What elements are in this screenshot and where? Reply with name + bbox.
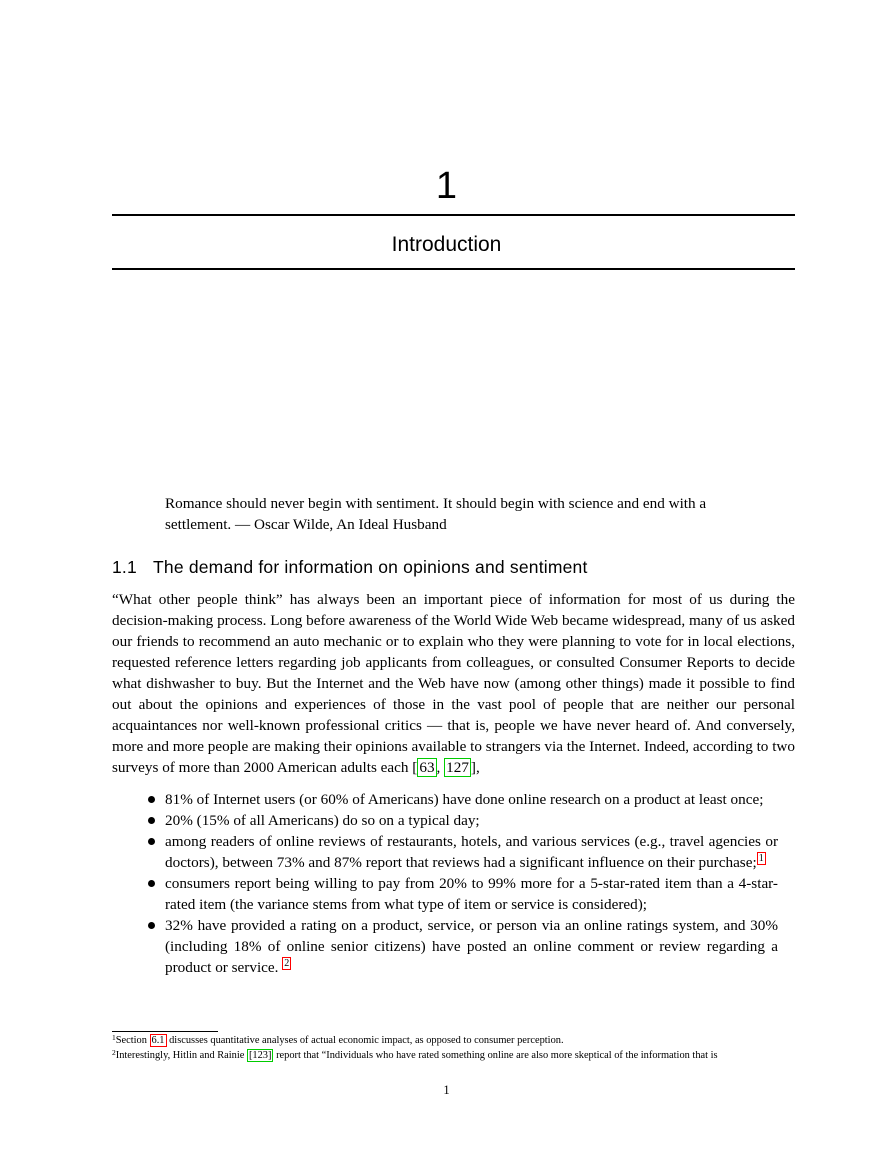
section-number: 1.1: [112, 557, 137, 577]
citation-link-63[interactable]: 63: [419, 759, 435, 776]
section-heading: [112, 555, 812, 579]
footnotes: [112, 1034, 812, 1063]
footnote-mark: 2: [112, 1047, 116, 1057]
list-item: [148, 810, 778, 831]
footnote-text: report that “Individuals who have rated something online are also more skeptical of the information that is: [273, 1049, 718, 1061]
citation-link-123[interactable]: [123]: [248, 1049, 272, 1061]
footnote-link-2[interactable]: 2: [284, 957, 290, 969]
chapter-number: 1: [435, 165, 458, 207]
cite-open: [: [412, 759, 418, 776]
bullet-icon: [148, 796, 155, 803]
body-paragraph: [112, 589, 795, 778]
section-link-6-1[interactable]: 6.1: [151, 1035, 165, 1046]
list-item: [148, 789, 778, 810]
bullet-icon: [148, 880, 155, 887]
page-number: 1: [443, 1083, 450, 1097]
list-item-text: consumers report being willing to pay from 20% to 99% more for a 5-star-rated item than a 4-star-rated item (the variance stems from what type of item or service is considered);: [165, 875, 778, 913]
citation-link-127[interactable]: 127: [446, 759, 469, 776]
cite-close: ],: [470, 759, 480, 776]
footnote-link-1[interactable]: 1: [758, 852, 764, 864]
chapter-title: Introduction: [391, 233, 502, 256]
section-title: The demand for information on opinions and sentiment: [153, 557, 588, 577]
list-item: [148, 831, 778, 873]
chapter-rule-bottom: [112, 268, 795, 270]
bullet-icon: [148, 838, 155, 845]
footnote-mark: 1: [112, 1033, 116, 1042]
bullet-icon: [148, 817, 155, 824]
chapter-rule-top: [112, 214, 795, 216]
cite-separator: ,: [436, 759, 445, 776]
list-item: [148, 915, 778, 978]
bullet-list: [148, 789, 778, 978]
list-item: [148, 873, 778, 915]
list-item-text: 81% of Internet users (or 60% of Americans) have done online research on a product at least once;: [165, 791, 764, 808]
bullet-icon: [148, 922, 155, 929]
footnote-text: discusses quantitative analyses of actual economic impact, as opposed to consumer perception.: [166, 1035, 564, 1046]
footnote-1: [112, 1034, 812, 1049]
footnote-rule: [112, 1031, 218, 1032]
footnote-2: [112, 1049, 812, 1064]
paragraph-text: “What other people think” has always been an important piece of information for most of us during the decision-making process. Long before awareness of the World Wide Web became widespread, many of us asked our friends to recommend an auto mechanic or to explain who they were planning to vote for in local elections, requested reference letters regarding job applicants from colleagues, or consulted Consumer Reports to decide what dishwasher to buy. But the Internet and the Web have now (among other things) made it possible to find out about the opinions and experiences of those in the vast pool of people that are neither our personal acquaintances nor well-known professional critics — that is, people we have never heard of. And conversely, more and more people are making their opinions available to strangers via the Internet. Indeed, according to two surveys of more than 2000 American adults each: [112, 591, 795, 776]
list-item-text: among readers of online reviews of restaurants, hotels, and various services (e.g., travel agencies or doctors), between 73% and 87% report that reviews had a significant influence on their purchase;: [165, 833, 778, 871]
list-item-text: 32% have provided a rating on a product, service, or person via an online ratings system, and 30% (including 18% of online senior citizens) have posted an online comment or review regarding a product or service.: [165, 917, 778, 976]
footnote-text: Section: [115, 1035, 150, 1046]
epigraph: Romance should never begin with sentiment. It should begin with science and end with a settlement. — Oscar Wilde, An Ideal Husband: [165, 495, 707, 533]
footnote-text: Interestingly, Hitlin and Rainie: [115, 1049, 247, 1061]
list-item-text: 20% (15% of all Americans) do so on a typical day;: [165, 812, 480, 829]
